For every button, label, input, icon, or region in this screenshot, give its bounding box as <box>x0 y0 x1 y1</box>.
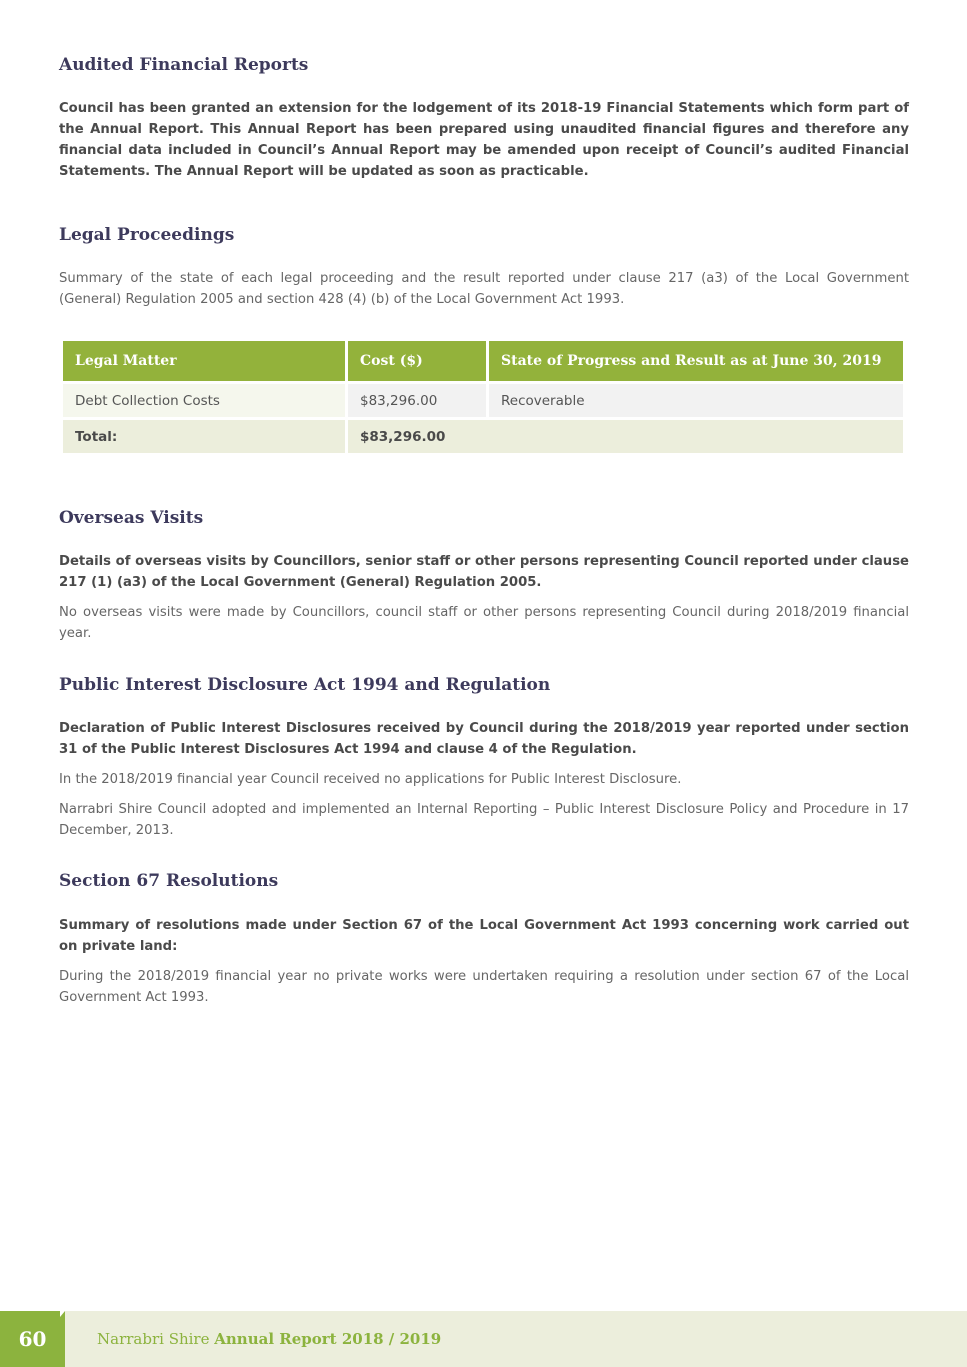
heading-legal-proceedings: Legal Proceedings <box>59 225 235 245</box>
pid-body-2: Narrabri Shire Council adopted and implemented an Internal Reporting – Public Interest Disclosure Policy and Procedure in 17 December, 2013. <box>59 802 909 838</box>
legal-intro: Summary of the state of each legal proceeding and the result reported under clause 217 (a3) of the Local Government (General) Regulation 2005 and section 428 (4) (b) of the Local Government Act 1993. <box>59 271 909 307</box>
cell-state: Recoverable <box>489 384 903 417</box>
overseas-lead: Details of overseas visits by Councillors, senior staff or other persons representing Council reported under clause 217 (1) (a3) of the Local Government (General) Regulation 2005. <box>59 554 909 590</box>
table-total-row <box>63 420 903 453</box>
heading-public-interest-disclosure: Public Interest Disclosure Act 1994 and Regulation <box>59 675 551 695</box>
col-header-legal-matter: Legal Matter <box>63 341 345 381</box>
pid-lead: Declaration of Public Interest Disclosures received by Council during the 2018/2019 year reported under section 31 of the Public Interest Disclosures Act 1994 and clause 4 of the Regulation. <box>59 721 909 757</box>
pid-body-1: In the 2018/2019 financial year Council received no applications for Public Interest Disclosure. <box>59 772 682 787</box>
legal-proceedings-table <box>60 338 906 456</box>
footer-org: Narrabri Shire <box>97 1330 210 1348</box>
overseas-body: No overseas visits were made by Councillors, council staff or other persons representing Council during 2018/2019 financial year. <box>59 605 909 641</box>
footer-report: Annual Report 2018 / 2019 <box>214 1330 442 1348</box>
heading-section-67-resolutions: Section 67 Resolutions <box>59 871 279 891</box>
table-header-row <box>63 341 903 381</box>
total-label: Total: <box>63 420 345 453</box>
cell-cost: $83,296.00 <box>348 384 486 417</box>
audited-body: Council has been granted an extension for the lodgement of its 2018-19 Financial Statements which form part of the Annual Report. This Annual Report has been prepared using unaudited financial figures and therefore any financial data included in Council’s Annual Report may be amended upon receipt of Council’s audited Financial Statements. The Annual Report will be updated as soon as practicable. <box>59 101 909 179</box>
total-value: $83,296.00 <box>348 420 903 453</box>
s67-lead: Summary of resolutions made under Section 67 of the Local Government Act 1993 concerning work carried out on private land: <box>59 918 909 954</box>
page-number: 60 <box>18 1327 47 1351</box>
heading-overseas-visits: Overseas Visits <box>59 508 204 528</box>
col-header-state-of-progress: State of Progress and Result as at June 30, 2019 <box>489 341 903 381</box>
cell-legal-matter: Debt Collection Costs <box>63 384 345 417</box>
table-row <box>63 384 903 417</box>
col-header-cost: Cost ($) <box>348 341 486 381</box>
footer-title <box>97 1311 441 1367</box>
heading-audited-financial-reports: Audited Financial Reports <box>59 55 309 75</box>
s67-body: During the 2018/2019 financial year no private works were undertaken requiring a resolution under section 67 of the Local Government Act 1993. <box>59 969 909 1005</box>
